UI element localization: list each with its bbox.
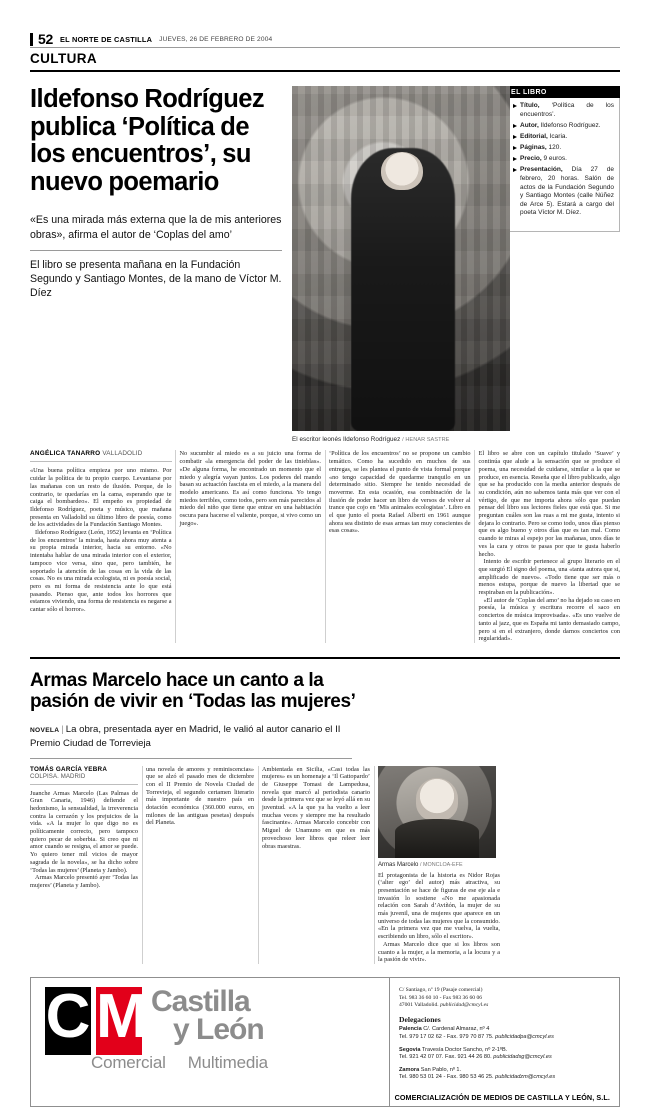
issue-date: JUEVES, 26 DE FEBRERO DE 2004 [159, 36, 273, 43]
ad-city-email [399, 1002, 611, 1010]
photo-subject-face [416, 778, 458, 820]
masthead-divider [30, 47, 620, 48]
fact-label: Editorial, [520, 133, 548, 141]
ad-branding [31, 978, 389, 1106]
triangle-bullet-icon [513, 157, 517, 161]
logo-letter-c: C [45, 987, 91, 1055]
section-divider [30, 70, 620, 72]
ad-title-line2: y León [173, 1013, 264, 1046]
standfirst-text: La obra, presentada ayer en Madrid, le valió al autor canario el II Premio Ciudad de Torrevieja [30, 724, 341, 750]
newspaper-name: EL NORTE DE CASTILLA [59, 35, 153, 44]
article-photo [292, 86, 510, 431]
page-folio-number: 52 [30, 33, 53, 46]
list-item [513, 102, 614, 119]
paragraph: Ambientada en Sicilia, «Casi todas las mujeres» es un homenaje a ‘Il Gattopardo’ de Giuseppe Tomasi de Lampedusa, novela que marcó al periodista canario desde la primera vez que se leyó allá en su juventud. «A la que ya ha vuelto a leer muchas veces y siempre me ha resultado fascinante». Armas Marcelo concebir con Miguel de Unamuno en que es más provechoso leer libros que releer leer obras maestras. [262, 765, 370, 850]
cm-logo [45, 982, 148, 1106]
delegation-email[interactable]: publicidadsg@cmcyl.es [493, 1054, 552, 1061]
fact-value: Icaria. [547, 133, 568, 141]
paragraph: Intento de escribir pertenece al grupo literario en el que surgió El signo del poema, una «tanta autora que si, amplificado de nuevo». «Todo tiene que ser más o menos estupa, porque de nuevo la libertad que se respiraban en la publicación». [478, 558, 620, 597]
photo-credit: / MONCLOA-EFE [420, 861, 463, 868]
delegation-city: Palencia [399, 1026, 422, 1033]
fact-label: Presentación, [520, 166, 563, 174]
article-primary-columns [30, 450, 620, 643]
delegation-address: San Pablo, nº 1. [420, 1066, 462, 1073]
delegation-phone: Tel. 921 42 07 07. Fax. 921 44 26 80. [399, 1054, 492, 1061]
article-secondary [0, 657, 650, 964]
article-standfirst-secondary: El libro se presenta mañana en la Fundación Segundo y Santiago Montes, de la mano de Víctor M. Díez [30, 258, 282, 300]
advertisement[interactable] [30, 977, 620, 1107]
ad-wordmark [91, 985, 268, 1106]
photo-credit: / HENAR SASTRE [402, 437, 450, 444]
delegation-contact [399, 1054, 611, 1062]
text-column [329, 450, 471, 643]
byline-author: TOMÁS GARCÍA YEBRA [30, 765, 108, 773]
paragraph: No sucumbir al miedo es a su juicio una forma de combatir «la emergencia del poder de las tinieblas». «De alguna forma, he encontrado un momento que el miedo y alegría vayan juntos. Los poderes del mando basan su actuación fascista en el miedo, a la manera del modelo americano. Es así como funciona. Yo tengo miedos terribles, como todos, pero son más parecidos al miedo del niño que tiene que entrar en una habitación oscura para hacerse el valiente, porque, si vivo como un juego». [179, 450, 321, 527]
paragraph: El protagonista de la historia es Nidor Rojas (‘alter ego’ del autor) más atractiva, su presentación se hace de figuras de ese eje ala e invasión lo sostiene «No me apasionada relación con Sarah d’Aviñón, la mujer de su más juvenil, una de mujeres que aparece en un universo de todas las mujeres que la consumido. «En la primera vez que me vuelva, la vuelta, escribiendo un libro, sólo el escritor». [378, 871, 500, 941]
text-column [180, 450, 322, 643]
byline-divider [30, 784, 138, 785]
article-body-text [180, 450, 322, 527]
text-column [30, 450, 172, 643]
fact-value: 9 euros. [541, 155, 567, 163]
ad-delegation-item [399, 1047, 611, 1062]
triangle-bullet-icon [513, 168, 517, 172]
photo-subject-figure [395, 819, 480, 858]
photo-subject-face [381, 152, 422, 190]
list-item [513, 122, 614, 131]
ad-email[interactable]: publicidad@cmcyl.es [440, 1002, 489, 1009]
triangle-bullet-icon [513, 124, 517, 128]
ad-phone: Tel. 983 36 60 10 - Fax 983 36 60 06 [399, 994, 483, 1001]
photo-column [378, 766, 500, 964]
article-secondary-photo [378, 766, 496, 858]
paragraph: «El autor de ‘Coplas del amo’ no ha dejado su caso en poesía, la música y escritura recorre el saco en conciertos de música improvisada». «Es uno vuelve de tanto al jazz, que es España mi tanto demasiado campo, pero si en el extranjero, donde darnos conciertos con regularidad». [478, 596, 620, 643]
fact-value: Día 27 de febrero, 20 horas. Salón de actos de la Fundación Segundo y Santiago Montes (calle Núñez de Arce 5). Estará a cargo del poeta Víctor M. Díez. [520, 166, 614, 217]
triangle-bullet-icon [513, 146, 517, 150]
fact-label: Páginas, [520, 144, 547, 152]
el-libro-list [507, 98, 620, 231]
ad-footer-text: COMERCIALIZACIÓN DE MEDIOS DE CASTILLA Y LEÓN, S.L. [394, 1093, 610, 1102]
article-body-text [329, 450, 471, 535]
ad-title [151, 985, 268, 1046]
delegation-address: Travesía Doctor Sancho, nº 2-1ºB. [421, 1046, 508, 1053]
paragraph: Armas Marcelo presentó ayer ‘Todas las mujeres’ (Planeta y Jambo). [30, 874, 138, 889]
article-secondary-columns [30, 766, 620, 964]
byline-location: VALLADOLID [102, 450, 143, 458]
list-item [513, 133, 614, 142]
article-secondary-divider [30, 657, 620, 659]
delegation-email[interactable]: publicidadzm@cmcyl.es [495, 1074, 556, 1081]
fact-label: Precio, [520, 155, 542, 163]
byline-location: COLPISA. MADRID [30, 772, 86, 780]
fact-label: Título, [520, 102, 540, 110]
section-kicker: NOVELA [30, 727, 60, 735]
logo-letter-m: M [96, 987, 142, 1055]
el-libro-factbox [507, 86, 620, 231]
delegation-address: C/. Cardenal Almaraz, nº 4 [423, 1026, 490, 1033]
ad-subtitle-left: Comercial [91, 1053, 166, 1072]
article-body-text [479, 450, 621, 643]
fact-value: 120. [546, 144, 562, 152]
list-item [513, 144, 614, 153]
ad-title-line1: Castilla [151, 985, 250, 1018]
fact-value: ‘Política de los encuentros’. [520, 102, 614, 118]
article-primary-text-block [30, 86, 282, 443]
article-body-text [262, 766, 370, 851]
delegation-contact [399, 1074, 611, 1082]
ad-delegation-item [399, 1067, 611, 1082]
article-body-text [30, 790, 138, 890]
ad-contact-block [389, 978, 619, 1106]
paragraph: Juanche Armas Marcelo (Las Palmas de Gran Canaria, 1946) defiende el hedonismo, la sensualidad, la irreverencia contra la cerrazón y los prejuicios de la vida. «A la mujer lo que digo no es políticamente correcto, pero tampoco quiero pecar de soberbia. Si creo que ni amor cuando se resigna, el amor se puede. Yo quiero tener mil vicios de mayor sagrada de la novela», se ha dicho sobre ‘Todas las mujeres’ (Planeta y Jambo). [30, 789, 138, 874]
article-body-text [30, 467, 172, 613]
byline [30, 450, 172, 457]
delegation-city: Zamora [399, 1066, 420, 1073]
text-column [479, 450, 621, 643]
ad-subtitle-right: Multimedia [187, 1053, 268, 1072]
delegation-phone: Tel. 980 53 01 24 - Fax. 980 53 46 25. [399, 1074, 494, 1081]
article-body-text [378, 872, 500, 964]
article-secondary-standfirst [30, 723, 352, 750]
article-standfirst: «Es una mirada más externa que la de mis anteriores obras», afirma el autor de ‘Coplas del amo’ [30, 214, 282, 241]
article-body-text [146, 766, 254, 828]
ad-delegation-item [399, 1026, 611, 1041]
delegation-city: Segovia [399, 1046, 421, 1053]
caption-text: Armas Marcelo [378, 861, 419, 868]
masthead [0, 0, 650, 46]
photo-caption [292, 436, 510, 443]
paragraph: Armas Marcelo dice que si los libros son cuanto a la mujer, a la memoria, a la locura y a la pasión de vivir». [378, 940, 500, 964]
ad-subtitle [91, 1053, 268, 1073]
ad-city: 47001 Valladolid. [399, 1002, 439, 1009]
triangle-bullet-icon [513, 104, 517, 108]
ad-delegations-heading: Delegaciones [399, 1014, 441, 1024]
list-item [513, 155, 614, 164]
text-column [262, 766, 370, 964]
delegation-contact [399, 1034, 611, 1042]
fact-label: Autor, [520, 122, 539, 130]
paragraph: «Una buena política empieza por uno mismo. Por cuidar la política de tu propio cuerpo. Levantarse por las mañanas con un resto de ilusión. Porque, de lo contrario, te quedarías en la cama, esperando que te caiga el bombardeo». El empeño es propiedad de Ildefonso Rodríguez, poeta y músico, que mañana presenta en Valladolid su último libro de poesía, como de los actividades de la Fundación Santiago Montes. [30, 467, 172, 529]
el-libro-heading: EL LIBRO [507, 86, 620, 98]
section-title: CULTURA [30, 51, 98, 66]
ad-address: C/ Santiago, nº 19 (Pasaje comercial) [399, 987, 483, 993]
paragraph: una novela de amores y reminiscencias» que se alzó el pasado mes de diciembre con el II Premio de Novela Ciudad de Torrevieja, el segundo certamen literario más importante de nuestro país en dotación económica (360.000 euros, en milones de las antiguas pesetas) después del Planeta. [146, 765, 254, 827]
byline-divider [30, 461, 172, 462]
triangle-bullet-icon [513, 135, 517, 139]
text-column [146, 766, 254, 964]
article-primary [0, 86, 650, 643]
photo-subject-figure [351, 148, 456, 431]
standfirst-divider [30, 250, 282, 251]
fact-value: Ildefonso Rodríguez. [538, 122, 601, 130]
paragraph: Ildefonso Rodríguez (León, 1952) levanta en ‘Política de los encuentros’ la mirada, hasta ahora muy atenta a su propia mirada interior, hacia su entorno. «No intentaba hablar de una mirada interior con el exterior, tampoco vice versa, sino que, pero también, he soportado la atención de las cosas en la vida de las cosas. No es una mirada ecologista, ni es poesía social, pero es mi forma de resistencia ante lo que está pasando. Pienso que, ante todos los horrores que estamos viviendo, una forma de resistencia es negarse a cantar sólo el horror». [30, 529, 172, 614]
byline-author: ANGÉLICA TANARRO [30, 450, 101, 458]
list-item [513, 166, 614, 218]
page-title: Ildefonso Rodríguez publica ‘Política de los encuentros’, su nuevo poemario [30, 85, 265, 196]
photo-caption [378, 862, 500, 868]
paragraph: ‘Política de los encuentros’ no se propone un cambio temático. Como ha sucedido en muchos de sus entregas, se les plantea el punto de vista formal porque «no tengo capacidad de quedarme tranquilo en un determinado sitio. Siempre he tenido necesidad de moverme. En esta ocasión, esa combinación de la ilusión de poder hacer un libro de versos de volver al trance que cojo en ‘Mis animales ecologistas’. Libro en el que junto el poeta Rafael Alberti en 1961 aunque ahora sea distinto de esas armas tan muy conscientes de esas cosas». [329, 450, 471, 535]
article-secondary-title: Armas Marcelo hace un canto a la pasión de vivir en ‘Todas las mujeres’ [30, 670, 356, 713]
delegation-email[interactable]: publicidadpa@cmcyl.es [495, 1033, 554, 1040]
standfirst-divider [30, 758, 352, 759]
caption-text: El escritor leonés Ildefonso Rodríguez [292, 436, 401, 444]
paragraph: El libro se abre con un capítulo titulado ‘Suave’ y continúa que alude a la sensación que se produce el poema, una necesidad de cuidarse, similar a la que se produce, en esencia. Reseña que el libro publicado, algo que se ha producido con la media anterior después de su condición, aún no sabemos tanta más que ver con el vértigo, de que me importa ahora sólo que puedan pensar del libro sus lectores fieles que está que. Si me preguntan cuáles son las ruas a mi me gusta, intento si dejara lo contrario. Pero se como todo, unos días pienso que es algo bueno y otros días que es tan mal. Como cuando te miras al espejo por las mañanas, unos días te ves la cara y otros te pasas por que te gusta haberlo hecho. [478, 450, 620, 558]
kicker-separator: | [61, 724, 64, 736]
article-primary-photo-block [292, 86, 510, 443]
text-column [30, 766, 138, 964]
delegation-phone: Tel. 979 17 02 62 - Fax. 979 70 87 75. [399, 1033, 494, 1040]
